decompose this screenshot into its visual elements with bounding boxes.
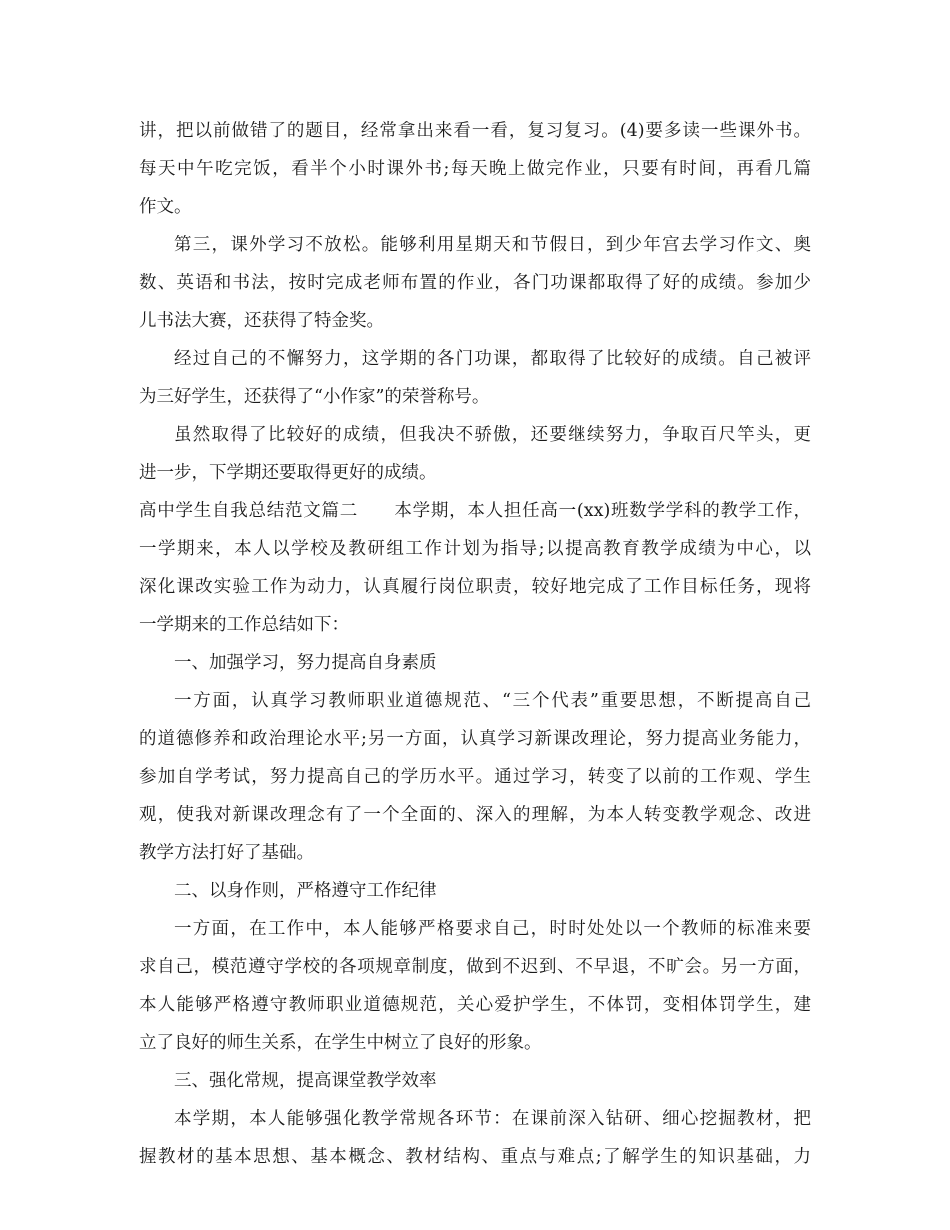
text-line: 一学期来的工作总结如下： [139, 615, 349, 635]
text-line: 进一步，下学期还要取得更好的成绩。 [139, 463, 437, 483]
text-line: 作文。 [139, 197, 192, 217]
document-body [139, 112, 811, 1176]
text-line: 虽然取得了比较好的成绩，但我决不骄傲，还要继续努力，争取百尺竿头，更 [174, 425, 811, 445]
text-line: 握教材的基本思想、基本概念、教材结构、重点与难点;了解学生的知识基础，力 [139, 1147, 811, 1167]
text-line: 每天中午吃完饭，看半个小时课外书;每天晚上做完作业，只要有时间，再看几篇 [139, 159, 811, 179]
text-line: 参加自学考试，努力提高自己的学历水平。通过学习，转变了以前的工作观、学生 [139, 767, 811, 787]
text-line: 高中学生自我总结范文篇二 本学期，本人担任高一(xx)班数学学科的教学工作， [139, 501, 811, 521]
text-line: 一方面，认真学习教师职业道德规范、“三个代表”重要思想，不断提高自己 [174, 691, 811, 711]
text-line: 教学方法打好了基础。 [139, 843, 314, 863]
text-line: 儿书法大赛，还获得了特金奖。 [139, 311, 384, 331]
text-line: 本人能够严格遵守教师职业道德规范，关心爱护学生，不体罚，变相体罚学生，建 [139, 995, 811, 1015]
text-line: 讲，把以前做错了的题目，经常拿出来看一看，复习复习。(4)要多读一些课外书。 [139, 121, 811, 141]
text-line: 二、以身作则，严格遵守工作纪律 [174, 881, 437, 901]
text-line: 观，使我对新课改理念有了一个全面的、深入的理解，为本人转变教学观念、改进 [139, 805, 811, 825]
text-line: 三、强化常规，提高课堂教学效率 [174, 1071, 437, 1091]
text-line: 的道德修养和政治理论水平;另一方面，认真学习新课改理论，努力提高业务能力， [139, 729, 811, 749]
text-line: 经过自己的不懈努力，这学期的各门功课，都取得了比较好的成绩。自己被评 [174, 349, 811, 369]
text-line: 本学期，本人能够强化教学常规各环节：在课前深入钻研、细心挖掘教材，把 [174, 1109, 811, 1129]
text-line: 深化课改实验工作为动力，认真履行岗位职责，较好地完成了工作目标任务，现将 [139, 577, 811, 597]
text-line: 求自己，模范遵守学校的各项规章制度，做到不迟到、不早退，不旷会。另一方面， [139, 957, 811, 977]
text-line: 数、英语和书法，按时完成老师布置的作业，各门功课都取得了好的成绩。参加少 [139, 273, 811, 293]
text-line: 一学期来，本人以学校及教研组工作计划为指导;以提高教育教学成绩为中心，以 [139, 539, 811, 559]
text-line: 一、加强学习，努力提高自身素质 [174, 653, 437, 673]
text-line: 第三，课外学习不放松。能够利用星期天和节假日，到少年宫去学习作文、奥 [174, 235, 811, 255]
text-line: 为三好学生，还获得了“小作家”的荣誉称号。 [139, 387, 490, 407]
text-line: 立了良好的师生关系，在学生中树立了良好的形象。 [139, 1033, 542, 1053]
text-line: 一方面，在工作中，本人能够严格要求自己，时时处处以一个教师的标准来要 [174, 919, 811, 939]
